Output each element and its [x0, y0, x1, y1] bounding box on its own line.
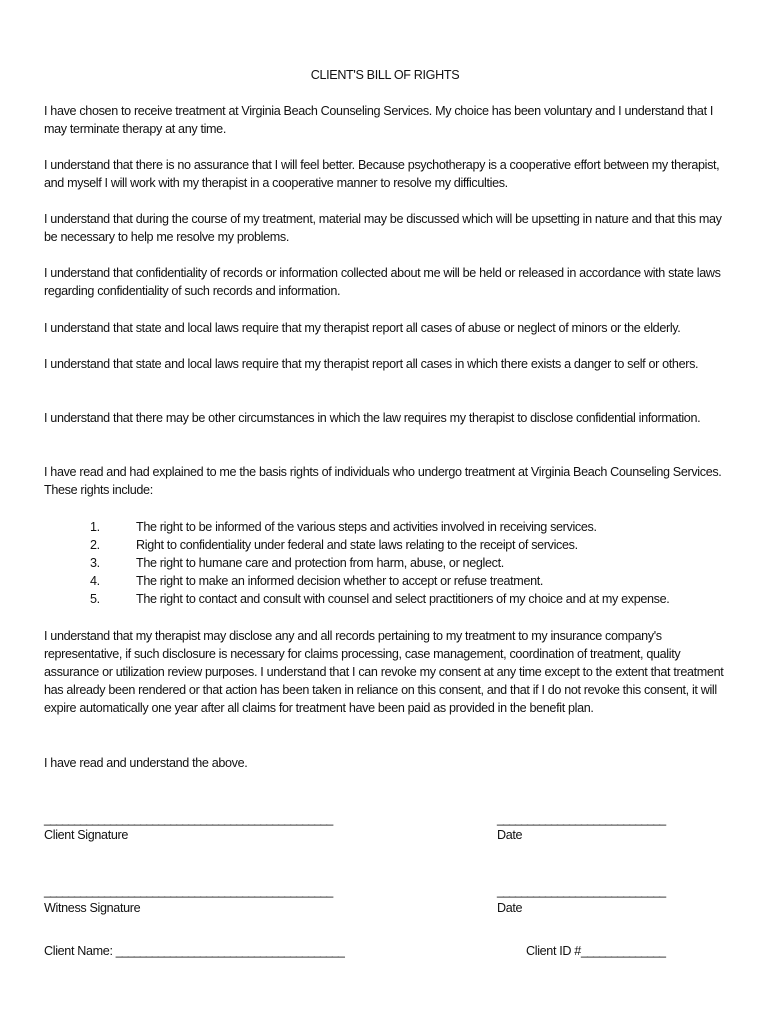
list-item-number: 1. — [90, 520, 100, 534]
paragraph-rights-intro: I have read and had explained to me the basis rights of individuals who undergo treatment at Virginia Beach Counseling Services. These rights include: — [44, 465, 722, 497]
list-item — [44, 554, 724, 572]
client-name-label: Client Name: — [44, 944, 113, 958]
paragraph-upsetting-material: I understand that during the course of my treatment, material may be discussed which will be upsetting in nature and that this may be necessary to help me resolve my problems. — [44, 212, 722, 244]
list-item-text: The right to humane care and protection from harm, abuse, or neglect. — [136, 556, 504, 570]
client-id-row — [526, 942, 665, 960]
client-date-line[interactable]: ____________________________ — [497, 812, 666, 826]
paragraph-acknowledgement: I have read and understand the above. — [44, 756, 248, 770]
witness-signature-label: Witness Signature — [44, 901, 141, 915]
list-item-text: The right to make an informed decision whether to accept or refuse treatment. — [136, 574, 544, 588]
list-item-number: 3. — [90, 556, 100, 570]
paragraph-danger-reporting: I understand that state and local laws require that my therapist report all cases in which there exists a danger to self or others. — [44, 357, 699, 371]
witness-date-line[interactable]: ____________________________ — [497, 884, 666, 898]
client-id-label: Client ID # — [526, 944, 581, 958]
client-signature-line[interactable]: ________________________________________________ — [44, 812, 333, 826]
list-item-text: Right to confidentiality under federal and state laws relating to the receipt of services. — [136, 538, 578, 552]
list-item — [44, 518, 724, 536]
paragraph-no-assurance: I understand that there is no assurance that I will feel better. Because psychotherapy is a cooperative effort between my therapist, and myself I will work with my therapist in a cooperative manner to resolve my difficulties. — [44, 158, 720, 190]
paragraph-confidentiality: I understand that confidentiality of records or information collected about me will be held or released in accordance with state laws regarding confidentiality of such records and information. — [44, 266, 721, 298]
witness-signature-line[interactable]: ________________________________________________ — [44, 884, 333, 898]
client-date-label: Date — [497, 828, 523, 842]
client-id-field[interactable]: ______________ — [580, 944, 666, 958]
document-title: CLIENT'S BILL OF RIGHTS — [310, 68, 460, 82]
paragraph-insurance-disclosure: I understand that my therapist may disclose any and all records pertaining to my treatment to my insurance company's representative, if such disclosure is necessary for claims processing, case management, coordination of treatment, quality assurance or utilization review purposes. I understand that I can revoke my consent at any time except to the extent that treatment has already been rendered or that action has been taken in reliance on this consent, and that if I do not revoke this consent, it will expire automatically one year after all claims for treatment have been paid as provided in the benefit plan. — [44, 629, 724, 715]
list-item-text: The right to be informed of the various steps and activities involved in receiving services. — [136, 520, 597, 534]
list-item-number: 5. — [90, 592, 100, 606]
list-item-text: The right to contact and consult with counsel and select practitioners of my choice and at my expense. — [136, 592, 670, 606]
list-item — [44, 590, 724, 608]
client-name-row — [44, 942, 344, 960]
rights-list — [44, 518, 724, 608]
client-name-field[interactable]: ______________________________________ — [115, 944, 344, 958]
list-item-number: 4. — [90, 574, 100, 588]
witness-date-label: Date — [497, 901, 523, 915]
client-signature-label: Client Signature — [44, 828, 129, 842]
paragraph-other-disclosure: I understand that there may be other circumstances in which the law requires my therapist to disclose confidential information. — [44, 411, 701, 425]
list-item — [44, 572, 724, 590]
list-item-number: 2. — [90, 538, 100, 552]
list-item — [44, 536, 724, 554]
paragraph-voluntary-treatment: I have chosen to receive treatment at Virginia Beach Counseling Services. My choice has been voluntary and I understand that I may terminate therapy at any time. — [44, 104, 714, 136]
paragraph-abuse-reporting: I understand that state and local laws require that my therapist report all cases of abuse or neglect of minors or the elderly. — [44, 321, 681, 335]
